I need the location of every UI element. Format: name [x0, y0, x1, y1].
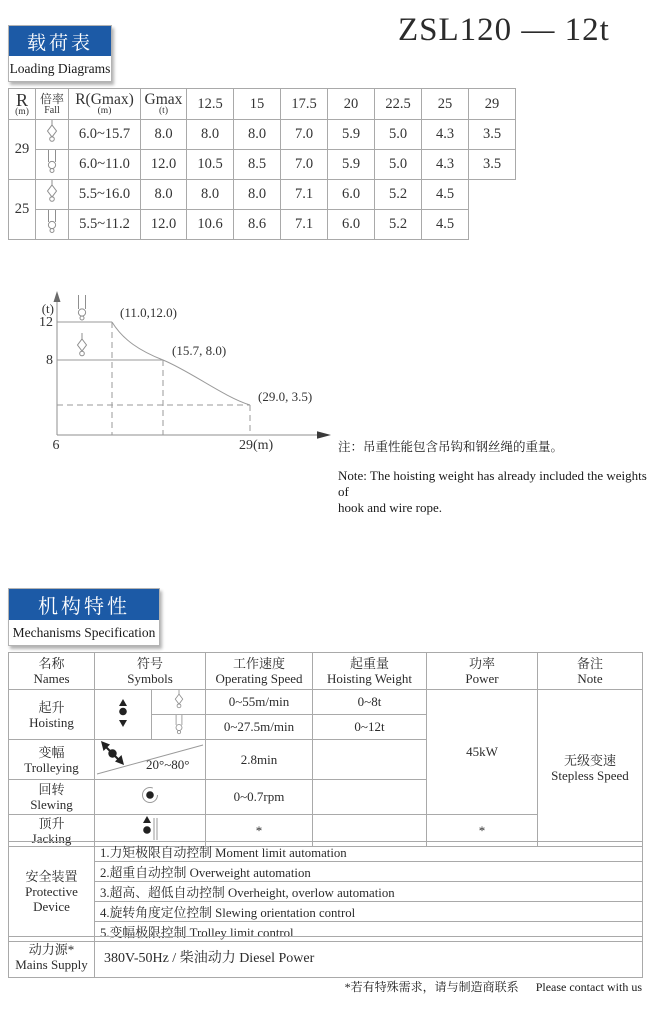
section1-title-cn: 载荷表	[9, 26, 111, 56]
trolleying-speed: 2.8min	[206, 740, 313, 780]
hoisting-weight-2: 0~12t	[313, 715, 427, 740]
section2-title-cn: 机构特性	[9, 589, 159, 620]
empty-cell	[313, 740, 427, 780]
load-curve-chart	[28, 283, 363, 458]
double-fall-hook-icon	[152, 715, 206, 740]
x-tick-6: 6	[52, 438, 60, 453]
mains-supply-value: 380V-50Hz / 柴油动力 Diesel Power	[95, 937, 643, 978]
protective-row	[9, 862, 643, 882]
col-header-radius-value: 12.5	[187, 88, 234, 120]
col-header-radius-value: 15	[234, 88, 281, 120]
load-value-cell: 5.0	[375, 120, 422, 150]
load-value-cell: 3.5	[469, 150, 516, 180]
protective-device-table	[8, 841, 643, 942]
load-table-row	[8, 180, 516, 210]
gmax-cell: 8.0	[141, 120, 187, 150]
single-fall-hook-icon	[36, 180, 69, 210]
jacking-power: *	[427, 815, 538, 847]
protective-item: 1.力矩极限自动控制 Moment limit automation	[95, 842, 643, 862]
col-header-note: 备注 Note	[538, 653, 643, 690]
load-value-cell: 4.5	[422, 180, 469, 210]
mech-name-jacking: 顶升 Jacking	[9, 815, 95, 847]
load-value-cell: 8.0	[187, 180, 234, 210]
annotation-1: (11.0,12.0)	[120, 305, 177, 320]
load-value-cell: 4.3	[422, 150, 469, 180]
gmax-cell: 8.0	[141, 180, 187, 210]
trolley-angle-label: 20°~80°	[145, 757, 189, 772]
single-fall-hook-icon	[36, 120, 69, 150]
col-header-radius-value: 20	[328, 88, 375, 120]
gmax-cell: 12.0	[141, 150, 187, 180]
load-value-cell: 8.0	[234, 120, 281, 150]
y-axis-arrow	[54, 291, 61, 302]
load-value-cell: 8.5	[234, 150, 281, 180]
mech-name-slewing: 回转 Slewing	[9, 780, 95, 815]
protective-row	[9, 902, 643, 922]
load-value-cell: 8.6	[234, 210, 281, 240]
hoisting-updown-icon	[95, 690, 152, 740]
single-fall-hook-icon	[152, 690, 206, 715]
double-fall-hook-icon	[36, 150, 69, 180]
col-header-fall: 倍率 Fall	[36, 88, 69, 120]
load-value-cell: 8.0	[187, 120, 234, 150]
load-value-cell: 4.5	[422, 210, 469, 240]
load-value-cell: 6.0	[328, 180, 375, 210]
radius-29-cell: 29	[8, 120, 36, 180]
protective-item: 5.变幅极限控制 Trolley limit control	[95, 922, 643, 942]
range-cell: 6.0~11.0	[69, 150, 141, 180]
mains-supply-table	[8, 936, 643, 978]
empty-cell	[313, 780, 427, 815]
jacking-speed: *	[206, 815, 313, 847]
mech-row-hoisting	[9, 690, 643, 715]
radius-25-cell: 25	[8, 180, 36, 240]
load-value-cell: 10.5	[187, 150, 234, 180]
col-header-radius-value: 25	[422, 88, 469, 120]
section1-title-en: Loading Diagrams	[9, 60, 111, 76]
range-cell: 5.5~16.0	[69, 180, 141, 210]
load-value-cell: 7.1	[281, 210, 328, 240]
annotation-2: (15.7, 8.0)	[172, 343, 227, 358]
load-table-row	[8, 210, 516, 240]
gmax-cell: 12.0	[141, 210, 187, 240]
note-cn: 注：吊重性能包含吊钩和钢丝绳的重量。	[338, 440, 564, 454]
load-value-cell: 10.6	[187, 210, 234, 240]
range-cell: 6.0~15.7	[69, 120, 141, 150]
model-title: ZSL120 — 12t	[398, 12, 610, 48]
protective-row	[9, 882, 643, 902]
section2-title-en: Mechanisms Specification	[12, 624, 156, 640]
load-table-row	[8, 150, 516, 180]
load-curve	[112, 322, 250, 405]
protective-row	[9, 842, 643, 862]
loading-diagrams-header	[8, 25, 112, 82]
col-header-radius-value: 17.5	[281, 88, 328, 120]
mech-name-hoisting: 起升 Hoisting	[9, 690, 95, 740]
load-value-cell: 7.0	[281, 150, 328, 180]
slewing-symbol-icon	[95, 780, 206, 815]
x-axis-arrow	[317, 431, 331, 439]
load-value-cell: 7.1	[281, 180, 328, 210]
col-header-gmax: Gmax (t)	[141, 88, 187, 120]
load-value-cell: 3.5	[469, 120, 516, 150]
protective-item: 2.超重自动控制 Overweight automation	[95, 862, 643, 882]
protective-device-label: 安全装置 Protective Device	[9, 842, 95, 942]
hoisting-weight-1: 0~8t	[313, 690, 427, 715]
range-cell: 5.5~11.2	[69, 210, 141, 240]
col-header-radius-value: 22.5	[375, 88, 422, 120]
load-value-cell: 7.0	[281, 120, 328, 150]
slewing-speed: 0~0.7rpm	[206, 780, 313, 815]
note-stepless-speed: 无级变速 Stepless Speed	[538, 690, 643, 847]
single-fall-hook-icon	[78, 333, 87, 356]
load-value-cell: 5.0	[375, 150, 422, 180]
load-value-cell: 5.2	[375, 180, 422, 210]
mechanisms-table	[8, 652, 643, 847]
load-table-row	[8, 120, 516, 150]
chart-note	[338, 437, 650, 516]
col-header-rgmax: R(Gmax) (m)	[69, 88, 141, 120]
y-tick-12: 12	[39, 315, 53, 330]
trolleying-symbol	[95, 740, 206, 780]
col-header-radius-value: 29	[469, 88, 516, 120]
empty-cell	[469, 210, 516, 240]
hoisting-speed-2: 0~27.5m/min	[206, 715, 313, 740]
mech-name-trolleying: 变幅 Trolleying	[9, 740, 95, 780]
footer-note: *若有特殊需求，请与制造商联系 Please contact with us	[344, 980, 642, 994]
col-header-hoisting-weight: 起重量 Hoisting Weight	[313, 653, 427, 690]
col-header-symbols: 符号 Symbols	[95, 653, 206, 690]
power-value: 45kW	[427, 690, 538, 815]
load-value-cell: 4.3	[422, 120, 469, 150]
note-en: Note: The hoisting weight has already included the weights of hook and wire rope.	[338, 468, 647, 515]
load-table-header-row	[8, 88, 516, 120]
hoisting-speed-1: 0~55m/min	[206, 690, 313, 715]
load-value-cell: 5.9	[328, 120, 375, 150]
col-header-radius: R (m)	[8, 88, 36, 120]
double-fall-hook-icon	[36, 210, 69, 240]
mains-supply-row	[9, 937, 643, 978]
y-tick-8: 8	[46, 353, 53, 368]
mech-header-row	[9, 653, 643, 690]
mains-supply-label: 动力源* Mains Supply	[9, 937, 95, 978]
load-value-cell: 6.0	[328, 210, 375, 240]
annotation-3: (29.0, 3.5)	[258, 389, 313, 404]
protective-item: 4.旋转角度定位控制 Slewing orientation control	[95, 902, 643, 922]
x-tick-29m: 29(m)	[239, 438, 274, 453]
load-value-cell: 5.2	[375, 210, 422, 240]
col-header-names: 名称 Names	[9, 653, 95, 690]
double-fall-hook-icon	[78, 295, 85, 320]
mechanisms-spec-header	[8, 588, 160, 646]
protective-item: 3.超高、超低自动控制 Overheight, overlow automation	[95, 882, 643, 902]
col-header-power: 功率 Power	[427, 653, 538, 690]
col-header-operating-speed: 工作速度 Operating Speed	[206, 653, 313, 690]
load-value-cell: 5.9	[328, 150, 375, 180]
y-axis-unit-label: (t)	[41, 301, 54, 316]
empty-cell	[469, 180, 516, 210]
load-value-cell: 8.0	[234, 180, 281, 210]
load-table	[8, 88, 516, 240]
